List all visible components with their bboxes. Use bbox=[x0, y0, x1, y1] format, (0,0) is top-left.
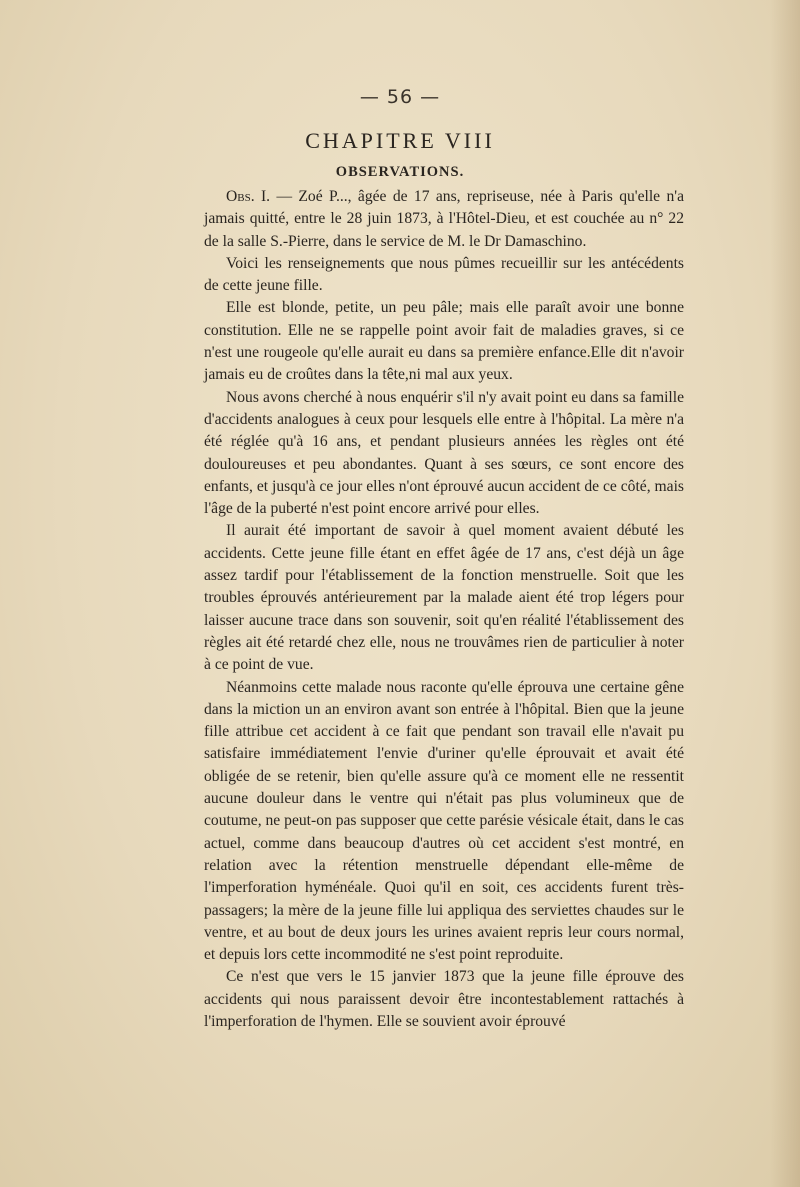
page-number: — 56 — bbox=[359, 86, 441, 108]
body-text bbox=[204, 186, 684, 1033]
paragraph-7: Ce n'est que vers le 15 janvier 1873 que la jeune fille éprouve des accidents qui nous paraissent devoir être incontestablement rattachés à l'imperforation de l'hymen. Elle se souvient avoir éprouvé bbox=[204, 968, 684, 1030]
paragraph-2: Voici les renseignements que nous pûmes recueillir sur les antécédents de cette jeune fille. bbox=[204, 254, 684, 295]
paragraph-1 bbox=[204, 186, 684, 253]
paragraph-4: Nous avons cherché à nous enquérir s'il n'y avait point eu dans sa famille d'accidents analogues à ceux pour lesquels elle entre à l'hôpital. La mère n'a été réglée qu'à 16 ans, et pendant plusieurs années les règles ont été douloureuses et peu abondantes. Quant à ses sœurs, ce sont encore des enfants, et jusqu'à ce jour elles n'ont éprouvé aucun accident de ce côté, mais l'âge de la puberté n'est point encore arrivé pour elles. bbox=[204, 388, 684, 518]
section-title: OBSERVATIONS. bbox=[335, 164, 465, 180]
paragraph-6: Néanmoins cette malade nous raconte qu'elle éprouva une certaine gêne dans la miction un an environ avant son entrée à l'hôpital. Bien que la jeune fille attribue cet accident à ce fait que pendant son travail elle n'avait pu satisfaire immédiatement l'envie d'uriner qu'elle éprouvait et avait été obligée de se retenir, bien qu'elle assure qu'à ce moment elle ne ressentit aucune douleur dans le ventre qui n'était pas plus volumineux que de coutume, ne peut-on pas supposer que cette parésie vésicale était, dans le cas actuel, comme dans beaucoup d'autres où cet accident s'est montré, en relation avec la rétention menstruelle dépendant elle-même de l'imperforation hyménéale. Quoi qu'il en soit, ces accidents furent très-passagers; la mère de la jeune fille lui appliqua des serviettes chaudes sur le ventre, et au bout de deux jours les urines avaient repris leur cours normal, et depuis lors cette incommodité ne s'est point reproduite. bbox=[204, 678, 684, 964]
chapter-title: CHAPITRE VIII bbox=[305, 128, 495, 153]
paragraph-3: Elle est blonde, petite, un peu pâle; mais elle paraît avoir une bonne constitution. Elle ne se rappelle point avoir fait de maladies graves, si ce n'est une rougeole qu'elle aurait eu dans sa première enfance.Elle dit n'avoir jamais eu de croûtes dans la tête,ni mal aux yeux. bbox=[204, 299, 684, 384]
paragraph-5: Il aurait été important de savoir à quel moment avaient débuté les accidents. Cette jeune fille étant en effet âgée de 17 ans, c'est déjà un âge assez tardif pour l'établissement de la fonction menstruelle. Soit que les troubles éprouvés antérieurement par la malade aient été trop légers pour laisser aucune trace dans son souvenir, soit qu'en réalité l'établissement des règles ait été retardé chez elle, nous ne trouvâmes rien de particulier à noter à ce point de vue. bbox=[204, 522, 684, 674]
observation-label: Obs. I. bbox=[226, 188, 271, 205]
paragraph-1-text: — Zoé P..., âgée de 17 ans, repriseuse, née à Paris qu'elle n'a jamais quitté, entre le 28 juin 1873, à l'Hôtel-Dieu, et est couchée au n° 22 de la salle S.-Pierre, dans le service de M. le Dr Damaschino. bbox=[204, 188, 684, 250]
